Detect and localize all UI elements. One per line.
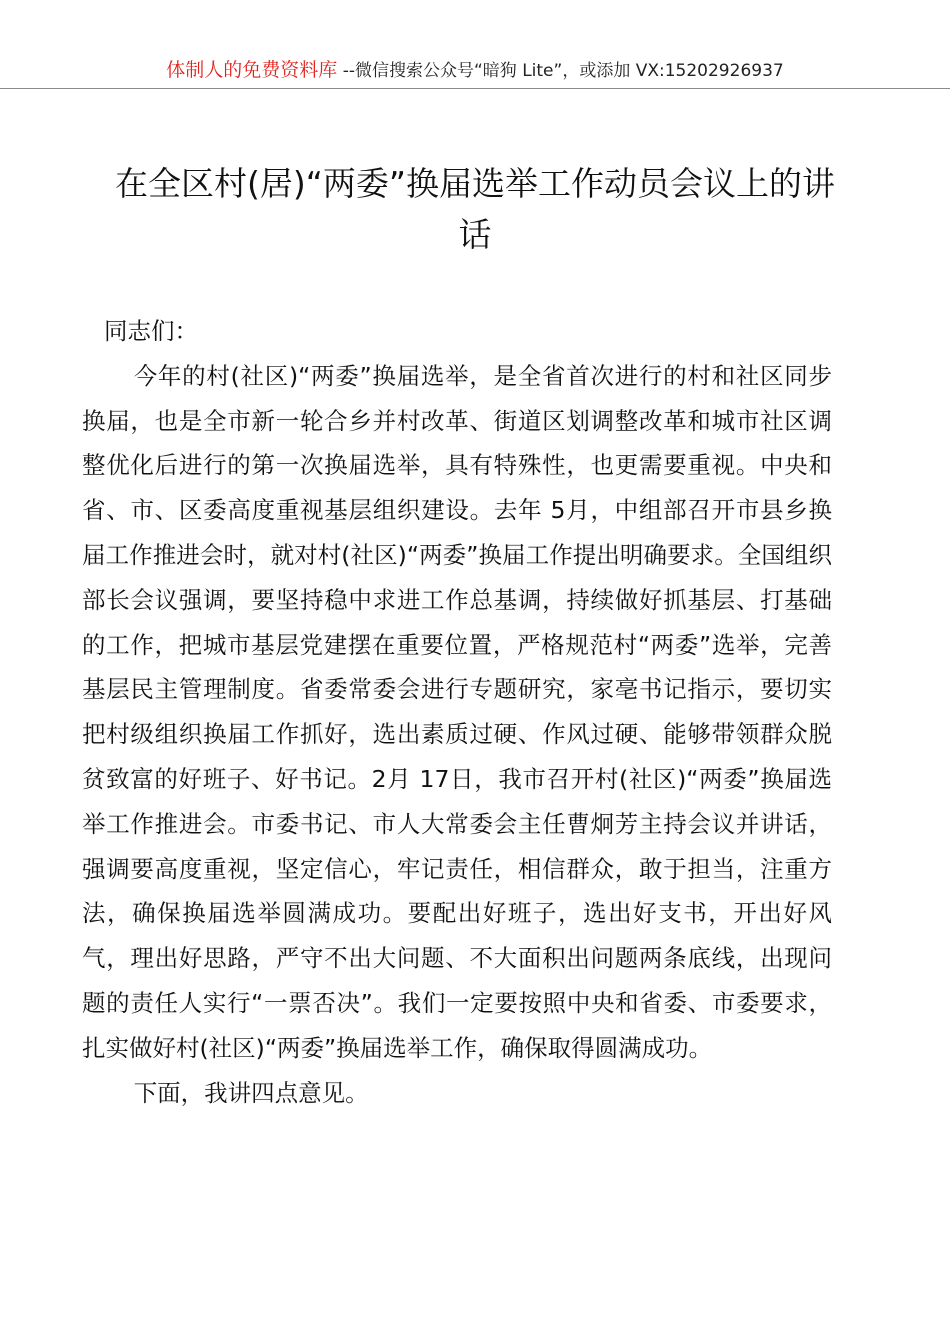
paragraph-outline: 下面，我讲四点意见。 bbox=[133, 1078, 369, 1107]
header-brand: 体制人的免费资料库 bbox=[166, 59, 338, 81]
page-header bbox=[0, 58, 950, 83]
header-divider bbox=[0, 88, 950, 89]
header-contact: --微信搜索公众号“暗狗 Lite”，或添加 VX:15202926937 bbox=[337, 61, 784, 81]
document-title: 在全区村(居)“两委”换届选举工作动员会议上的讲话 bbox=[115, 164, 835, 254]
paragraph-intro: 今年的村(社区)“两委”换届选举，是全省首次进行的村和社区同步换届，也是全市新一轮合乡并村改革、街道区划调整改革和城市社区调整优化后进行的第一次换届选举，具有特殊性，也更需要重视。中央和省、市、区委高度重视基层组织建设。去年 5月，中组部召开市县乡换届工作推进会时，就对村(社区)“两委”换届工作提出明确要求。全国组织部长会议强调，要坚持稳中求进工作总基调，持续做好抓基层、打基础的工作，把城市基层党建摆在重要位置，严格规范村“两委”选举，完善基层民主管理制度。省委常委会进行专题研究，家亳书记指示，要切实把村级组织换届工作抓好，选出素质过硬、作风过硬、能够带领群众脱贫致富的好班子、好书记。2月 17日，我市召开村(社区)“两委”换届选举工作推进会。市委书记、市人大常委会主任曹炯芳主持会议并讲话，强调要高度重视，坚定信心，牢记责任，相信群众，敢于担当，注重方法，确保换届选举圆满成功。要配出好班子，选出好支书，开出好风气，理出好思路，严守不出大问题、不大面积出问题两条底线，出现问题的责任人实行“一票否决”。我们一定要按照中央和省委、市委要求，扎实做好村(社区)“两委”换届选举工作，确保取得圆满成功。 bbox=[82, 361, 832, 1062]
salutation: 同志们： bbox=[104, 317, 198, 345]
document-body bbox=[82, 309, 832, 1115]
